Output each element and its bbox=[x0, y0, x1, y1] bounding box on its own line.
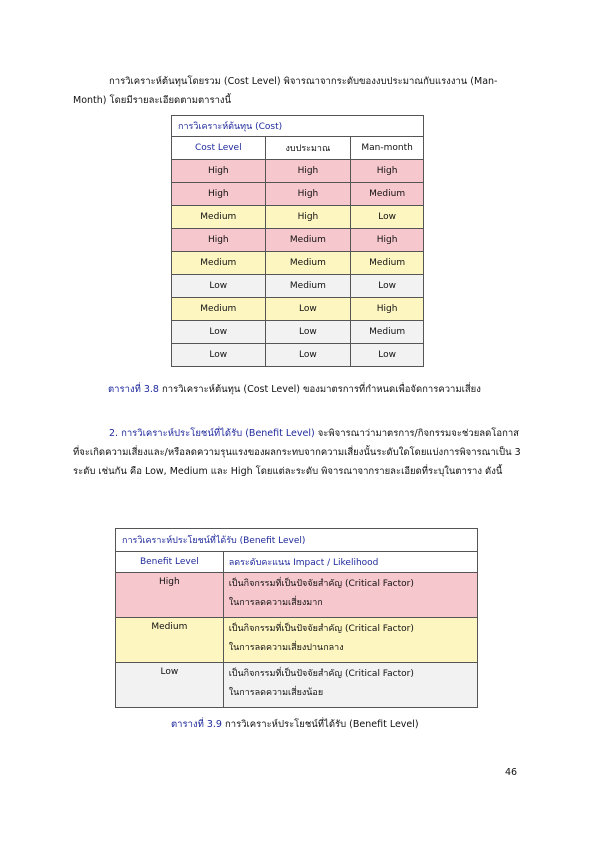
header-impact-likelihood: ลดระดับคะแนน Impact / Likelihood bbox=[223, 552, 477, 573]
table-row bbox=[172, 344, 424, 367]
table-row bbox=[172, 183, 424, 206]
caption-text: การวิเคราะห์ต้นทุน (Cost Level) ของมาตรการที่กำหนดเพื่อจัดการความเสี่ยง bbox=[162, 384, 481, 395]
table-cell: Medium bbox=[351, 321, 424, 344]
section-2-heading: 2. การวิเคราะห์ประโยชน์ที่ได้รับ (Benefit Level) bbox=[109, 428, 315, 439]
table-row bbox=[172, 298, 424, 321]
table-cell: Medium bbox=[172, 298, 266, 321]
table-cell: Low bbox=[265, 321, 351, 344]
header-cost-level: Cost Level bbox=[172, 137, 266, 160]
cost-table-title: การวิเคราะห์ต้นทุน (Cost) bbox=[172, 116, 424, 137]
benefit-level-cell: High bbox=[116, 573, 224, 618]
table-cell: Medium bbox=[265, 252, 351, 275]
header-benefit-level: Benefit Level bbox=[116, 552, 224, 573]
table-cell: Low bbox=[351, 344, 424, 367]
table-row bbox=[116, 663, 478, 708]
table-cell: High bbox=[351, 160, 424, 183]
caption-text: การวิเคราะห์ประโยชน์ที่ได้รับ (Benefit Level) bbox=[225, 719, 419, 730]
table-cell: High bbox=[172, 229, 266, 252]
intro-text: การวิเคราะห์ต้นทุนโดยรวม (Cost Level) พิจารณาจากระดับของงบประมาณกับแรงงาน (Man-Month) โดยมีรายละเอียดตามตารางนี้ bbox=[73, 76, 498, 106]
desc-line: ในการลดความเสี่ยงปานกลาง bbox=[228, 643, 344, 653]
table-cell: Medium bbox=[265, 275, 351, 298]
benefit-desc-cell bbox=[223, 573, 477, 618]
table-cell: High bbox=[265, 183, 351, 206]
section-2-paragraph bbox=[73, 424, 525, 481]
benefit-level-cell: Low bbox=[116, 663, 224, 708]
caption-label: ตารางที่ 3.9 bbox=[171, 719, 222, 730]
table-row bbox=[116, 573, 478, 618]
table-cell: High bbox=[172, 183, 266, 206]
section-2-text: จะพิจารณาว่ามาตรการ/กิจกรรมจะช่วยลดโอกาสที่จะเกิดความเสี่ยงและ/หรือลดความรุนแรงของผลกระทบจากความเสี่ยงนั้นระดับใดโดยแบ่งการพิจารณาเป็น 3 ระดับ เช่นกัน คือ Low, Medium และ High โดยแต่ละระดับ พิจารณาจากรายละเอียดที่ระบุในตาราง ดังนี้ bbox=[73, 428, 521, 477]
table-cell: Low bbox=[172, 321, 266, 344]
table-caption bbox=[171, 717, 419, 732]
table-row bbox=[172, 321, 424, 344]
cost-table-header bbox=[172, 137, 424, 160]
table-cell: High bbox=[172, 160, 266, 183]
benefit-table-title: การวิเคราะห์ประโยชน์ที่ได้รับ (Benefit Level) bbox=[116, 529, 478, 552]
header-man-month: Man-month bbox=[351, 137, 424, 160]
desc-line: ในการลดความเสี่ยงมาก bbox=[228, 598, 323, 608]
table-row bbox=[116, 618, 478, 663]
table-cell: Low bbox=[172, 344, 266, 367]
header-budget: งบประมาณ bbox=[265, 137, 351, 160]
desc-line: เป็นกิจกรรมที่เป็นปัจจัยสำคัญ (Critical Factor) bbox=[228, 579, 414, 589]
table-cell: Low bbox=[172, 275, 266, 298]
cost-table bbox=[171, 115, 424, 367]
table-cell: Medium bbox=[265, 229, 351, 252]
table-row bbox=[172, 275, 424, 298]
page-number: 46 bbox=[505, 767, 518, 778]
table-caption bbox=[108, 382, 481, 397]
table-cell: Low bbox=[351, 206, 424, 229]
table-row bbox=[172, 252, 424, 275]
benefit-table-header bbox=[116, 552, 478, 573]
desc-line: เป็นกิจกรรมที่เป็นปัจจัยสำคัญ (Critical Factor) bbox=[228, 624, 414, 634]
table-row bbox=[172, 229, 424, 252]
table-cell: High bbox=[351, 229, 424, 252]
desc-line: เป็นกิจกรรมที่เป็นปัจจัยสำคัญ (Critical Factor) bbox=[228, 669, 414, 679]
table-cell: High bbox=[351, 298, 424, 321]
table-row bbox=[172, 206, 424, 229]
table-cell: Medium bbox=[172, 252, 266, 275]
desc-line: ในการลดความเสี่ยงน้อย bbox=[228, 688, 324, 698]
table-cell: High bbox=[265, 160, 351, 183]
benefit-desc-cell bbox=[223, 618, 477, 663]
intro-paragraph bbox=[73, 72, 525, 110]
table-cell: Medium bbox=[351, 183, 424, 206]
table-cell: High bbox=[265, 206, 351, 229]
table-cell: Medium bbox=[351, 252, 424, 275]
table-cell: Medium bbox=[172, 206, 266, 229]
benefit-desc-cell bbox=[223, 663, 477, 708]
table-cell: Low bbox=[265, 298, 351, 321]
table-cell: Low bbox=[265, 344, 351, 367]
benefit-table bbox=[115, 528, 478, 708]
table-cell: Low bbox=[351, 275, 424, 298]
table-row bbox=[172, 160, 424, 183]
caption-label: ตารางที่ 3.8 bbox=[108, 384, 159, 395]
benefit-level-cell: Medium bbox=[116, 618, 224, 663]
